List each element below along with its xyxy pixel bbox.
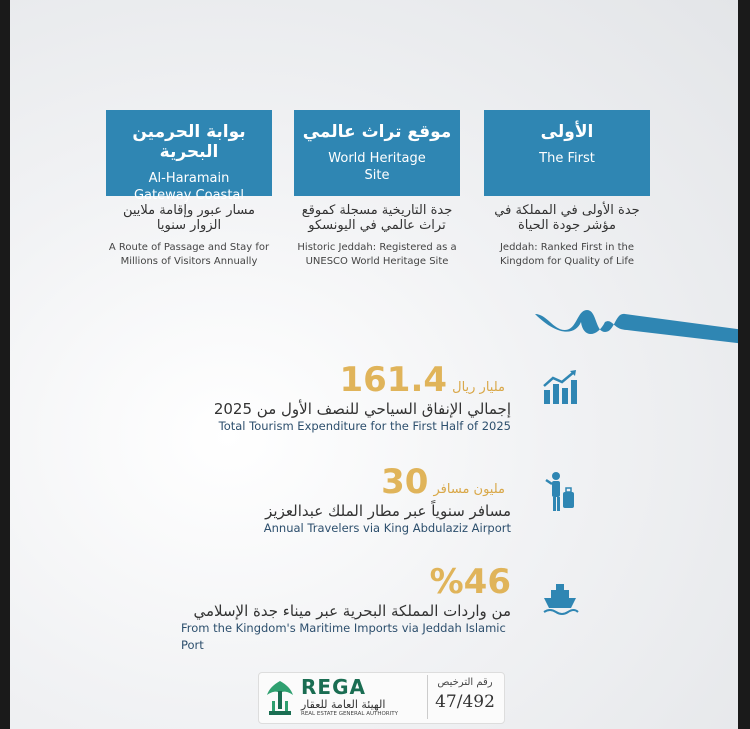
rega-name-en: REAL ESTATE GENERAL AUTHORITY bbox=[301, 711, 398, 717]
card-haramain-gateway bbox=[106, 110, 272, 203]
desc-en: Jeddah: Ranked First in the Kingdom for Quality of Life bbox=[499, 242, 635, 267]
stat-tourism-expenditure bbox=[214, 360, 511, 435]
desc-world-heritage bbox=[286, 203, 468, 269]
desc-the-first bbox=[476, 203, 658, 269]
stat-value: 30 bbox=[381, 462, 429, 502]
stat-maritime-imports bbox=[181, 562, 511, 654]
stat-text-en: Total Tourism Expenditure for the First Half of 2025 bbox=[218, 419, 511, 433]
rega-name-ar: الهيئة العامة للعقار bbox=[301, 698, 386, 711]
ship-icon bbox=[540, 578, 580, 618]
stat-unit: مليون مسافر bbox=[433, 482, 505, 497]
card-the-first bbox=[484, 110, 650, 196]
desc-haramain-gateway bbox=[98, 203, 280, 269]
card-title-ar: بوابة الحرمين البحرية bbox=[132, 122, 246, 162]
stat-text-ar: إجمالي الإنفاق السياحي للنصف الأول من 2025 bbox=[213, 400, 511, 418]
stat-text-en: From the Kingdom's Maritime Imports via Jeddah Islamic Port bbox=[181, 621, 506, 652]
card-title-en: The First bbox=[539, 151, 595, 166]
desc-en: Historic Jeddah: Registered as a UNESCO World Heritage Site bbox=[297, 242, 457, 267]
stat-value: 161.4 bbox=[339, 360, 448, 400]
rega-license-badge bbox=[258, 672, 505, 724]
license-label: رقم الترخيص bbox=[437, 677, 493, 688]
desc-ar: جدة التاريخية مسجلة كموقع تراث عالمي في اليونسكو bbox=[301, 203, 453, 233]
stat-annual-travelers bbox=[264, 462, 511, 537]
desc-ar: جدة الأولى في المملكة في مؤشر جودة الحياة bbox=[494, 203, 640, 233]
rega-title: REGA bbox=[301, 675, 366, 699]
stat-value: %46 bbox=[429, 562, 511, 602]
stat-unit: مليار ريال bbox=[452, 380, 505, 395]
license-number: 47/492 bbox=[435, 692, 495, 712]
stat-text-ar: مسافر سنوياً عبر مطار الملك عبدالعزيز bbox=[265, 502, 511, 520]
card-title-en: Al-Haramain Gateway Coastal bbox=[133, 171, 244, 203]
bar-chart-icon bbox=[540, 368, 580, 408]
desc-ar: مسار عبور وإقامة ملايين الزوار سنويا bbox=[122, 203, 256, 233]
traveler-icon bbox=[540, 470, 580, 514]
infographic-page bbox=[10, 0, 738, 729]
license-box bbox=[427, 675, 502, 719]
stat-text-ar: من واردات المملكة البحرية عبر ميناء جدة الإسلامي bbox=[193, 602, 511, 620]
card-title-ar: الأولى bbox=[540, 122, 594, 142]
card-world-heritage bbox=[294, 110, 460, 196]
rega-logo-icon bbox=[263, 677, 297, 719]
stat-text-en: Annual Travelers via King Abdulaziz Airport bbox=[263, 521, 511, 535]
desc-en: A Route of Passage and Stay for Millions of Visitors Annually bbox=[108, 242, 270, 267]
wave-decoration-icon bbox=[535, 300, 738, 350]
card-title-en: World Heritage Site bbox=[328, 151, 426, 183]
card-title-ar: موقع تراث عالمي bbox=[302, 122, 452, 142]
